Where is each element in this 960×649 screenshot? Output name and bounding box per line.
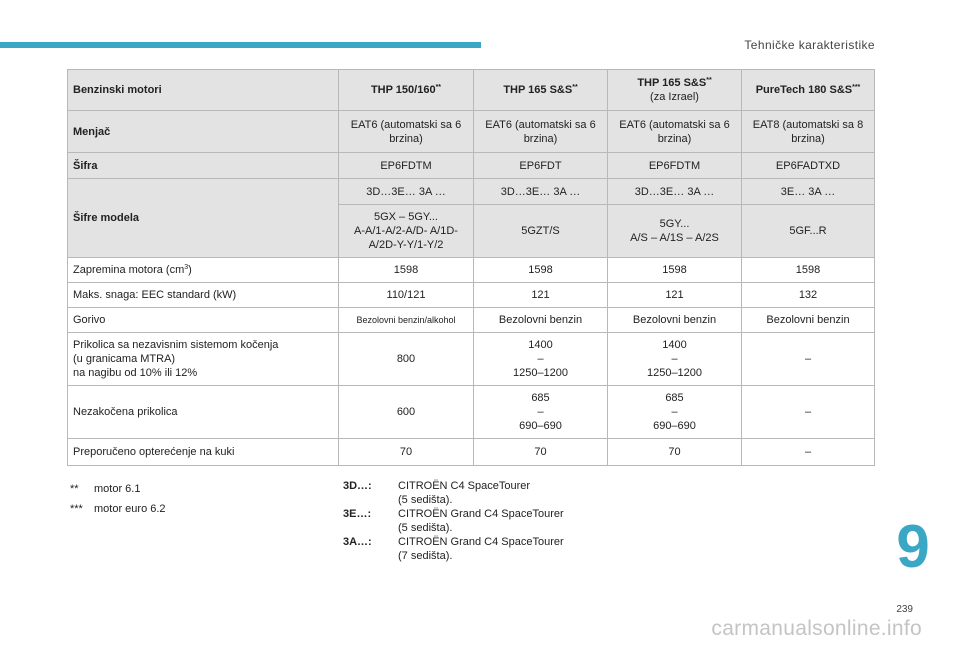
row-label: Šifre modela — [68, 179, 339, 258]
header-col-2: THP 165 S&S** — [474, 70, 608, 111]
header-label: Benzinski motori — [68, 70, 339, 111]
cell: 110/121 — [339, 283, 474, 308]
cell: 5GF...R — [742, 205, 875, 258]
chapter-number: 9 — [896, 513, 930, 580]
cell: – — [742, 386, 875, 439]
cell: 121 — [608, 283, 742, 308]
cell: 70 — [339, 439, 474, 466]
footnotes-model-codes — [343, 479, 598, 563]
table-row-sifre-modela-1 — [68, 179, 875, 205]
cell: Bezolovni benzin — [742, 308, 875, 333]
row-label: Gorivo — [68, 308, 339, 333]
watermark: carmanualsonline.info — [711, 617, 922, 640]
table-row-opterecenje — [68, 439, 875, 466]
cell: EAT6 (automatski sa 6 brzina) — [474, 111, 608, 153]
cell: 1598 — [339, 258, 474, 283]
cell: EAT8 (automatski sa 8 brzina) — [742, 111, 875, 153]
cell: 70 — [608, 439, 742, 466]
cell: Bezolovni benzin — [474, 308, 608, 333]
cell: 3D…3E… 3A … — [339, 179, 474, 205]
table-row-nezakocena — [68, 386, 875, 439]
cell: 1598 — [742, 258, 875, 283]
cell: Bezolovni benzin — [608, 308, 742, 333]
footnotes-engine — [70, 481, 166, 521]
table-row-zapremina — [68, 258, 875, 283]
header-col-3: THP 165 S&S** (za Izrael) — [608, 70, 742, 111]
cell: 1400 – 1250–1200 — [608, 333, 742, 386]
cell: 3D…3E… 3A … — [608, 179, 742, 205]
row-label: Menjač — [68, 111, 339, 153]
row-label: Nezakočena prikolica — [68, 386, 339, 439]
top-accent-bar — [0, 42, 481, 48]
cell: 121 — [474, 283, 608, 308]
cell: 3E… 3A … — [742, 179, 875, 205]
cell: EP6FDT — [474, 153, 608, 179]
cell: 800 — [339, 333, 474, 386]
footnote: *** motor euro 6.2 — [70, 503, 166, 515]
row-label: Maks. snaga: EEC standard (kW) — [68, 283, 339, 308]
cell: 685 – 690–690 — [474, 386, 608, 439]
cell: – — [742, 439, 875, 466]
cell: EP6FDTM — [339, 153, 474, 179]
table-row-menjac — [68, 111, 875, 153]
cell: EP6FADTXD — [742, 153, 875, 179]
cell: Bezolovni benzin/alkohol — [339, 308, 474, 333]
cell: 5GX – 5GY... A-A/1-A/2-A/D- A/1D- A/2D-Y-Y/1-Y/2 — [339, 205, 474, 258]
table-header-row — [68, 70, 875, 111]
page-number: 239 — [896, 604, 913, 615]
section-title: Tehničke karakteristike — [744, 38, 875, 52]
engine-spec-table — [67, 69, 875, 466]
row-label: Šifra — [68, 153, 339, 179]
cell: 5GY... A/S – A/1S – A/2S — [608, 205, 742, 258]
cell: 3D…3E… 3A … — [474, 179, 608, 205]
header-col-4: PureTech 180 S&S*** — [742, 70, 875, 111]
row-label: Zapremina motora $(cm^3)$ — [68, 258, 339, 283]
cell: EAT6 (automatski sa 6 brzina) — [339, 111, 474, 153]
footnote: 3E…: CITROËN Grand C4 SpaceTourer (5 sedišta). — [343, 508, 564, 534]
cell: 70 — [474, 439, 608, 466]
cell: EAT6 (automatski sa 6 brzina) — [608, 111, 742, 153]
header-col-1: THP 150/160** — [339, 70, 474, 111]
cell: 600 — [339, 386, 474, 439]
cell: – — [742, 333, 875, 386]
cell: 1598 — [474, 258, 608, 283]
cell: 1598 — [608, 258, 742, 283]
footnote: ** motor 6.1 — [70, 483, 141, 495]
cell: 685 – 690–690 — [608, 386, 742, 439]
row-label: Preporučeno opterećenje na kuki — [68, 439, 339, 466]
cell: 5GZT/S — [474, 205, 608, 258]
table-row-sifra — [68, 153, 875, 179]
cell: 132 — [742, 283, 875, 308]
footnote: 3A…: CITROËN Grand C4 SpaceTourer (7 sedišta). — [343, 536, 564, 562]
table-row-prikolica-kocena — [68, 333, 875, 386]
row-label: Prikolica sa nezavisnim sistemom kočenja (u granicama MTRA) na nagibu od 10% ili 12% — [68, 333, 339, 386]
table-row-gorivo — [68, 308, 875, 333]
cell: EP6FDTM — [608, 153, 742, 179]
cell: 1400 – 1250–1200 — [474, 333, 608, 386]
table-row-snaga — [68, 283, 875, 308]
footnote: 3D…: CITROËN C4 SpaceTourer (5 sedišta). — [343, 480, 531, 506]
